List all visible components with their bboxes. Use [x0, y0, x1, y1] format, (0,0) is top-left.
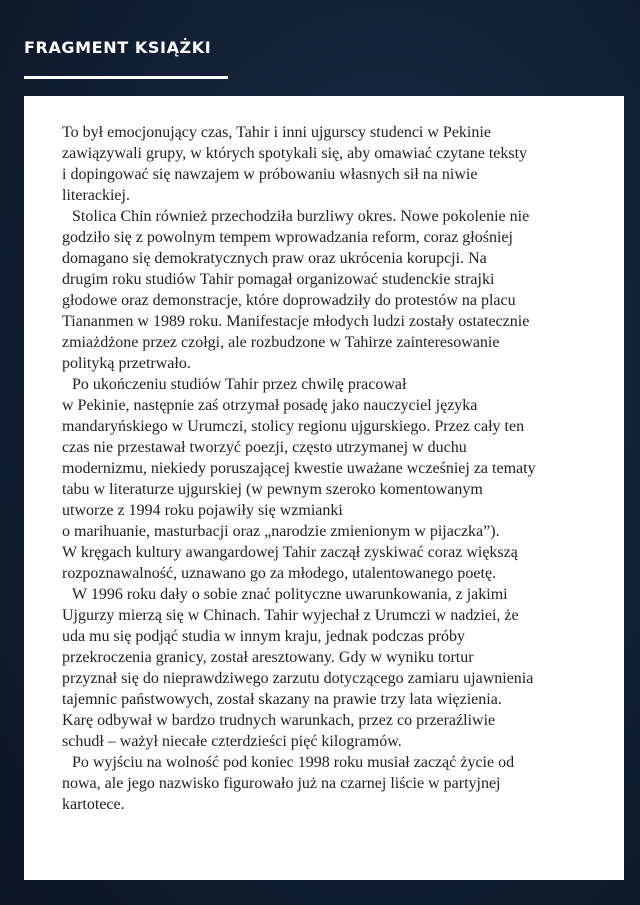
text-line: uda mu się podjąć studia w innym kraju, jednak podczas próby — [62, 628, 466, 645]
text-line: przyznał się do nieprawdziwego zarzutu dotyczącego zamiaru ujawnienia — [62, 670, 534, 687]
text-line: Karę odbywał w bardzo trudnych warunkach, przez co przeraźliwie — [62, 712, 496, 729]
text-line: o marihuanie, masturbacji oraz „narodzie zmienionym w pijaczka”). — [62, 523, 500, 540]
text-line: tabu w literaturze ujgurskiej (w pewnym szeroko komentowanym — [62, 481, 483, 498]
text-line: Po ukończeniu studiów Tahir przez chwilę pracował — [72, 376, 407, 393]
text-line: zawiązywali grupy, w których spotykali się, aby omawiać czytane teksty — [62, 145, 528, 162]
text-line: drugim roku studiów Tahir pomagał organizować studenckie strajki — [62, 271, 495, 288]
text-line: Po wyjściu na wolność pod koniec 1998 roku musiał zacząć życie od — [72, 754, 515, 771]
text-line: zmiażdżone przez czołgi, ale rozbudzone w Tahirze zainteresowanie — [62, 334, 500, 351]
title-underline — [24, 76, 228, 79]
text-line: godziło się z powolnym tempem wprowadzania reform, coraz głośniej — [62, 229, 513, 246]
text-line: utworze z 1994 roku pojawiły się wzmianki — [62, 502, 343, 519]
text-line: modernizmu, niekiedy poruszającej kwestie uważane wcześniej za tematy — [62, 460, 536, 477]
text-line: mandaryńskiego w Urumczi, stolicy regionu ujgurskiego. Przez cały ten — [62, 418, 525, 435]
paragraph-2 — [62, 206, 592, 374]
text-line: kartotece. — [62, 796, 125, 813]
excerpt-panel — [24, 96, 624, 880]
text-line: domagano się demokratycznych praw oraz ukrócenia korupcji. Na — [62, 250, 487, 267]
text-line: rozpoznawalność, uznawano go za młodego, utalentowanego poetę. — [62, 565, 497, 582]
paragraph-4 — [62, 584, 592, 752]
paragraph-5 — [62, 752, 592, 815]
text-line: Stolica Chin również przechodziła burzliwy okres. Nowe pokolenie nie — [72, 208, 530, 225]
text-line: schudł – ważył niecałe czterdzieści pięć kilogramów. — [62, 733, 402, 750]
text-line: w Pekinie, następnie zaś otrzymał posadę jako nauczyciel języka — [62, 397, 478, 414]
text-line: i dopingować się nawzajem w próbowaniu własnych sił na niwie — [62, 166, 478, 183]
text-line: W kręgach kultury awangardowej Tahir zaczął zyskiwać coraz większą — [62, 544, 518, 561]
text-line: literackiej. — [62, 187, 130, 204]
paragraph-1 — [62, 122, 592, 206]
text-line: tajemnic państwowych, został skazany na prawie trzy lata więzienia. — [62, 691, 502, 708]
text-line: polityką przetrwało. — [62, 355, 191, 372]
text-line: głodowe oraz demonstracje, które doprowadziły do protestów na placu — [62, 292, 516, 309]
text-line: W 1996 roku dały o sobie znać polityczne uwarunkowania, z jakimi — [72, 586, 508, 603]
text-line: przekroczenia granicy, został aresztowany. Gdy w wyniku tortur — [62, 649, 474, 666]
paragraph-3 — [62, 374, 592, 584]
excerpt-text — [62, 122, 592, 815]
text-line: To był emocjonujący czas, Tahir i inni ujgurscy studenci w Pekinie — [62, 124, 491, 141]
text-line: Ujgurzy mierzą się w Chinach. Tahir wyjechał z Urumczi w nadziei, że — [62, 607, 519, 624]
text-line: nowa, ale jego nazwisko figurowało już na czarnej liście w partyjnej — [62, 775, 501, 792]
text-line: czas nie przestawał tworzyć poezji, często utrzymanej w duchu — [62, 439, 467, 456]
section-title: FRAGMENT KSIĄŻKI — [24, 38, 212, 57]
text-line: Tiananmen w 1989 roku. Manifestacje młodych ludzi zostały ostatecznie — [62, 313, 530, 330]
